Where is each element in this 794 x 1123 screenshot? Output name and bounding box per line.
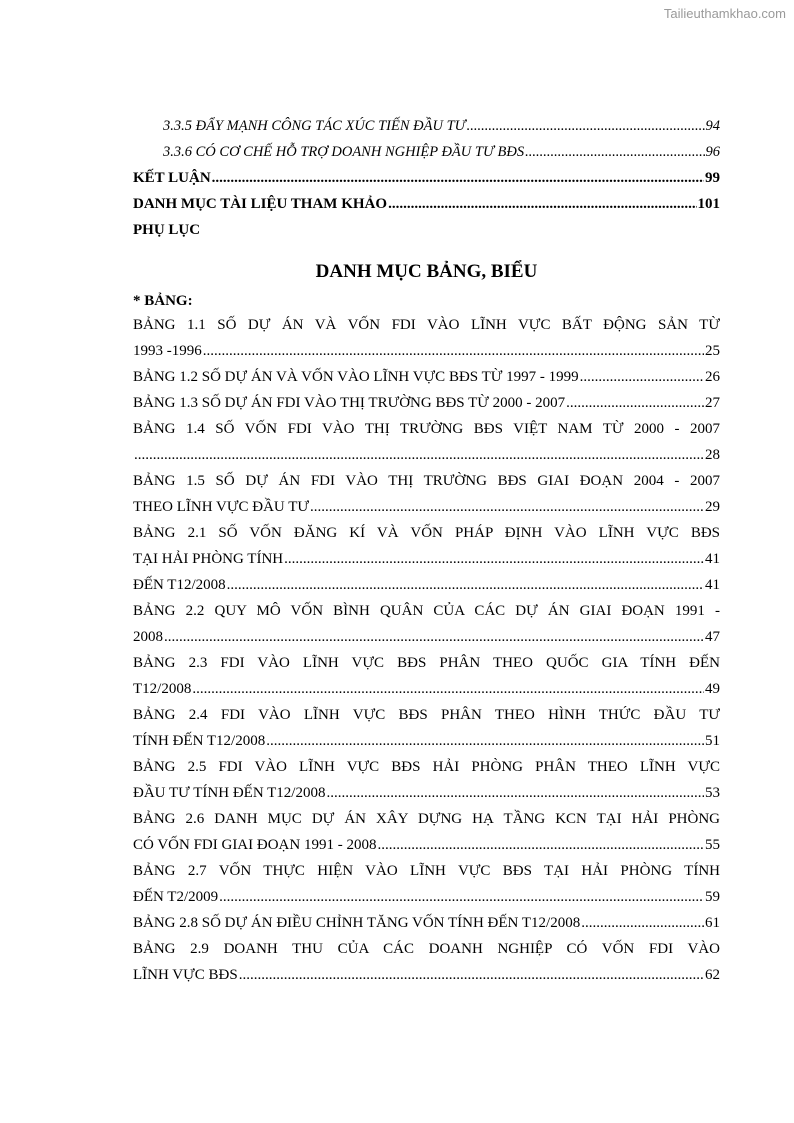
table-page-number: 41 xyxy=(705,551,720,567)
table-title-line: BẢNG 2.9 DOANH THU CỦA CÁC DOANH NGHIỆP CÓ VỐN FDI VÀO xyxy=(133,941,720,957)
dot-leader xyxy=(326,780,704,806)
table-title-text: BẢNG 1.2 SỐ DỰ ÁN VÀ VỐN VÀO LĨNH VỰC BĐS TỪ 1997 - 1999 xyxy=(133,369,579,385)
table-title-text: ĐẾN T2/2009 xyxy=(133,889,219,905)
table-title-line: BẢNG 2.4 FDI VÀO LĨNH VỰC BĐS PHÂN THEO HÌNH THỨC ĐẦU TƯ xyxy=(133,707,720,723)
dot-leader xyxy=(203,338,704,364)
table-title-lastline xyxy=(133,494,720,520)
table-title-lastline xyxy=(133,624,720,650)
dot-leader xyxy=(388,191,696,217)
table-list-item[interactable] xyxy=(133,806,720,858)
dot-leader xyxy=(581,910,704,936)
table-title-lastline xyxy=(133,832,720,858)
table-title-lastline xyxy=(133,728,720,754)
toc-entry-page: 101 xyxy=(697,196,720,212)
toc-entry-page: 99 xyxy=(705,170,720,186)
toc-entry-label: KẾT LUẬN xyxy=(133,170,211,186)
table-list-item[interactable] xyxy=(133,858,720,910)
table-title-line: BẢNG 2.6 DANH MỤC DỰ ÁN XÂY DỰNG HẠ TẦNG KCN TẠI HẢI PHÒNG xyxy=(133,811,720,827)
table-title-lastline xyxy=(133,546,720,572)
dot-leader xyxy=(239,962,704,988)
table-title-lastline xyxy=(133,572,720,598)
table-list-item[interactable] xyxy=(133,910,720,936)
table-page-number: 59 xyxy=(705,889,720,905)
table-title-text: TÍNH ĐẾN T12/2008 xyxy=(133,733,266,749)
toc-entry-ket-luan[interactable] xyxy=(133,165,720,191)
table-title-text: TẠI HẢI PHÒNG TÍNH xyxy=(133,551,284,567)
table-page-number: 28 xyxy=(705,447,720,463)
toc-entry-label: PHỤ LỤC xyxy=(133,222,201,238)
table-title-line: BẢNG 2.1 SỐ VỐN ĐĂNG KÍ VÀ VỐN PHÁP ĐỊNH VÀO LĨNH VỰC BĐS xyxy=(133,525,720,541)
table-title-line: BẢNG 2.3 FDI VÀO LĨNH VỰC BĐS PHÂN THEO QUỐC GIA TÍNH ĐẾN xyxy=(133,655,720,671)
table-list-item[interactable] xyxy=(133,936,720,988)
dot-leader xyxy=(212,165,704,191)
table-title-line: BẢNG 2.2 QUY MÔ VỐN BÌNH QUÂN CỦA CÁC DỰ ÁN GIAI ĐOẠN 1991 - xyxy=(133,603,720,619)
toc-entry-page: 96 xyxy=(705,144,720,160)
table-title-text: ĐẦU TƯ TÍNH ĐẾN T12/2008 xyxy=(133,785,326,801)
table-page-number: 51 xyxy=(705,733,720,749)
dot-leader xyxy=(580,364,704,390)
table-title-lastline xyxy=(133,442,720,468)
dot-leader xyxy=(164,624,704,650)
table-list-item[interactable] xyxy=(133,468,720,520)
table-page-number: 55 xyxy=(705,837,720,853)
table-list-item[interactable] xyxy=(133,598,720,650)
table-title-text: LĨNH VỰC BĐS xyxy=(133,967,238,983)
table-title-lastline xyxy=(133,780,720,806)
table-title-lastline xyxy=(133,364,720,390)
table-title-text: CÓ VỐN FDI GIAI ĐOẠN 1991 - 2008 xyxy=(133,837,377,853)
table-title-lastline xyxy=(133,338,720,364)
dot-leader xyxy=(284,546,704,572)
dot-leader xyxy=(192,676,704,702)
dot-leader xyxy=(566,390,704,416)
dot-leader xyxy=(134,442,704,468)
table-title-lastline xyxy=(133,962,720,988)
table-title-line: BẢNG 1.1 SỐ DỰ ÁN VÀ VỐN FDI VÀO LĨNH VỰC BẤT ĐỘNG SẢN TỪ xyxy=(133,317,720,333)
table-title-text: 2008 xyxy=(133,629,163,645)
toc-entry-page: 94 xyxy=(705,118,720,134)
table-title-text: BẢNG 1.3 SỐ DỰ ÁN FDI VÀO THỊ TRƯỜNG BĐS TỪ 2000 - 2007 xyxy=(133,395,566,411)
table-page-number: 61 xyxy=(705,915,720,931)
table-title-line: BẢNG 2.7 VỐN THỰC HIỆN VÀO LĨNH VỰC BĐS TẠI HẢI PHÒNG TÍNH xyxy=(133,863,720,879)
section-label: * BẢNG: xyxy=(133,293,193,309)
table-list xyxy=(133,312,720,988)
table-title-lastline xyxy=(133,390,720,416)
table-list-item[interactable] xyxy=(133,416,720,468)
table-page-number: 29 xyxy=(705,499,720,515)
dot-leader xyxy=(525,139,704,165)
toc-entry-tai-lieu[interactable] xyxy=(133,191,720,217)
toc-entry-label: 3.3.5 ĐẨY MẠNH CÔNG TÁC XÚC TIẾN ĐẦU TƯ xyxy=(163,118,466,134)
toc-entry-3-3-6[interactable] xyxy=(133,139,720,165)
table-title-text: T12/2008 xyxy=(133,681,192,697)
table-page-number: 41 xyxy=(705,577,720,593)
table-title-lastline xyxy=(133,676,720,702)
toc-entry-label: DANH MỤC TÀI LIỆU THAM KHẢO xyxy=(133,196,388,212)
table-list-item[interactable] xyxy=(133,754,720,806)
table-list-item[interactable] xyxy=(133,390,720,416)
table-list-item[interactable] xyxy=(133,312,720,364)
dot-leader xyxy=(219,884,704,910)
table-page-number: 62 xyxy=(705,967,720,983)
toc-entry-label: 3.3.6 CÓ CƠ CHẾ HỖ TRỢ DOANH NGHIỆP ĐẦU TƯ BĐS xyxy=(163,144,525,160)
table-title-text: BẢNG 2.8 SỐ DỰ ÁN ĐIỀU CHỈNH TĂNG VỐN TÍNH ĐẾN T12/2008 xyxy=(133,915,581,931)
table-title-lastline xyxy=(133,910,720,936)
dot-leader xyxy=(310,494,704,520)
table-page-number: 25 xyxy=(705,343,720,359)
table-title-text: THEO LĨNH VỰC ĐẦU TƯ xyxy=(133,499,310,515)
table-page-number: 53 xyxy=(705,785,720,801)
table-page-number: 47 xyxy=(705,629,720,645)
dot-leader xyxy=(266,728,704,754)
table-page-number: 49 xyxy=(705,681,720,697)
dot-leader xyxy=(467,113,705,139)
table-page-number: 27 xyxy=(705,395,720,411)
table-list-item[interactable] xyxy=(133,702,720,754)
table-title-lastline xyxy=(133,884,720,910)
table-title-line: BẢNG 2.5 FDI VÀO LĨNH VỰC BĐS HẢI PHÒNG PHÂN THEO LĨNH VỰC xyxy=(133,759,720,775)
table-list-item[interactable] xyxy=(133,650,720,702)
toc-entry-3-3-5[interactable] xyxy=(133,113,720,139)
table-page-number: 26 xyxy=(705,369,720,385)
toc-entry-phu-luc[interactable] xyxy=(133,217,720,243)
table-list-item[interactable] xyxy=(133,520,720,572)
table-list-item[interactable] xyxy=(133,572,720,598)
watermark-text: Tailieuthamkhao.com xyxy=(663,6,786,21)
dot-leader xyxy=(227,572,704,598)
list-of-tables-heading: DANH MỤC BẢNG, BIỂU xyxy=(315,261,538,282)
table-title-line: BẢNG 1.5 SỐ DỰ ÁN FDI VÀO THỊ TRƯỜNG BĐS GIAI ĐOẠN 2004 - 2007 xyxy=(133,473,720,489)
table-list-item[interactable] xyxy=(133,364,720,390)
table-of-contents xyxy=(133,113,720,988)
table-title-text: 1993 -1996 xyxy=(133,343,202,359)
table-title-text: ĐẾN T12/2008 xyxy=(133,577,226,593)
dot-leader xyxy=(377,832,704,858)
table-title-line: BẢNG 1.4 SỐ VỐN FDI VÀO THỊ TRƯỜNG BĐS VIỆT NAM TỪ 2000 - 2007 xyxy=(133,421,720,437)
